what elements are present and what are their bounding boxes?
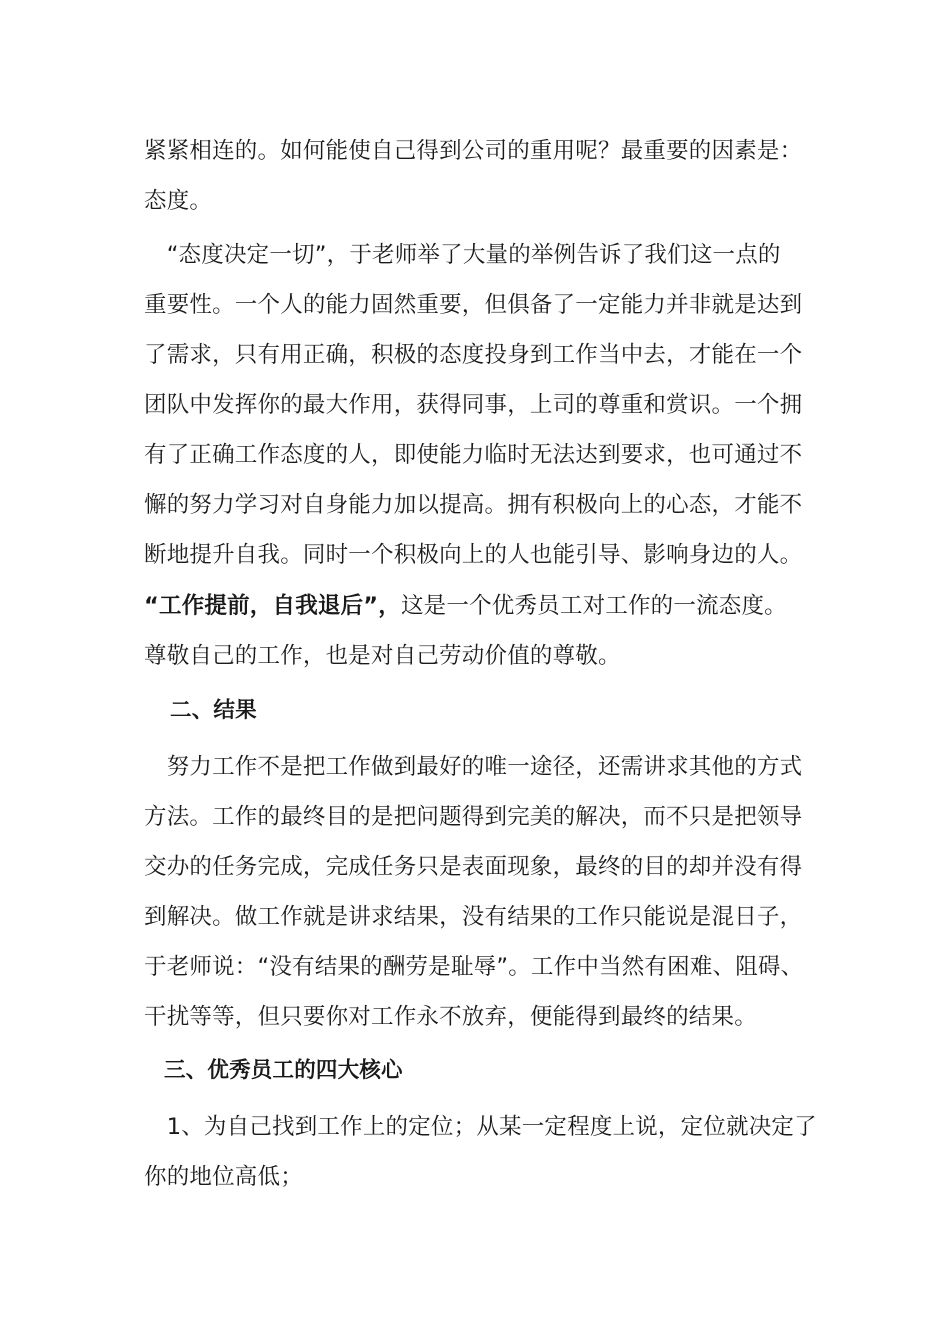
paragraph-line: 到解决。做工作就是讲求结果，没有结果的工作只能说是混日子， — [144, 904, 803, 930]
paragraph-line: 团队中发挥你的最大作用，获得同事，上司的尊重和赏识。一个拥 — [144, 392, 803, 418]
paragraph-line: 重要性。一个人的能力固然重要，但俱备了一定能力并非就是达到 — [144, 292, 803, 318]
section-heading: 三、优秀员工的四大核心 — [164, 1058, 403, 1083]
quote-continuation: 这是一个优秀员工对工作的一流态度。 — [400, 593, 787, 619]
paragraph-line: 尊敬自己的工作，也是对自己劳动价值的尊敬。 — [144, 643, 621, 669]
paragraph-line: 懈的努力学习对自身能力加以提高。拥有积极向上的心态，才能不 — [144, 492, 803, 518]
bold-quote: “工作提前，自我退后”， — [144, 593, 401, 619]
paragraph-line-mixed — [144, 591, 787, 621]
paragraph-line: 了需求，只有用正确，积极的态度投身到工作当中去，才能在一个 — [144, 342, 803, 368]
paragraph-line: 干扰等等，但只要你对工作永不放弃，便能得到最终的结果。 — [144, 1004, 757, 1030]
paragraph-line: 紧紧相连的。如何能使自己得到公司的重用呢？最重要的因素是： — [144, 138, 803, 164]
paragraph-line: 于老师说：“没有结果的酬劳是耻辱”。工作中当然有困难、阻碍、 — [144, 954, 804, 980]
paragraph-line: “态度决定一切”，于老师举了大量的举例告诉了我们这一点的 — [144, 242, 781, 268]
paragraph-line: 你的地位高低； — [144, 1164, 303, 1190]
paragraph-line: 交办的任务完成，完成任务只是表面现象，最终的目的却并没有得 — [144, 854, 803, 880]
paragraph-line: 1、为自己找到工作上的定位；从某一定程度上说，定位就决定了 — [144, 1114, 817, 1140]
paragraph-line: 有了正确工作态度的人，即使能力临时无法达到要求，也可通过不 — [144, 442, 803, 468]
paragraph-line: 态度。 — [144, 188, 213, 214]
paragraph-line: 努力工作不是把工作做到最好的唯一途径，还需讲求其他的方式 — [144, 754, 803, 780]
paragraph-line: 断地提升自我。同时一个积极向上的人也能引导、影响身边的人。 — [144, 542, 803, 568]
section-heading: 二、结果 — [170, 698, 257, 723]
paragraph-line: 方法。工作的最终目的是把问题得到完美的解决，而不只是把领导 — [144, 804, 803, 830]
